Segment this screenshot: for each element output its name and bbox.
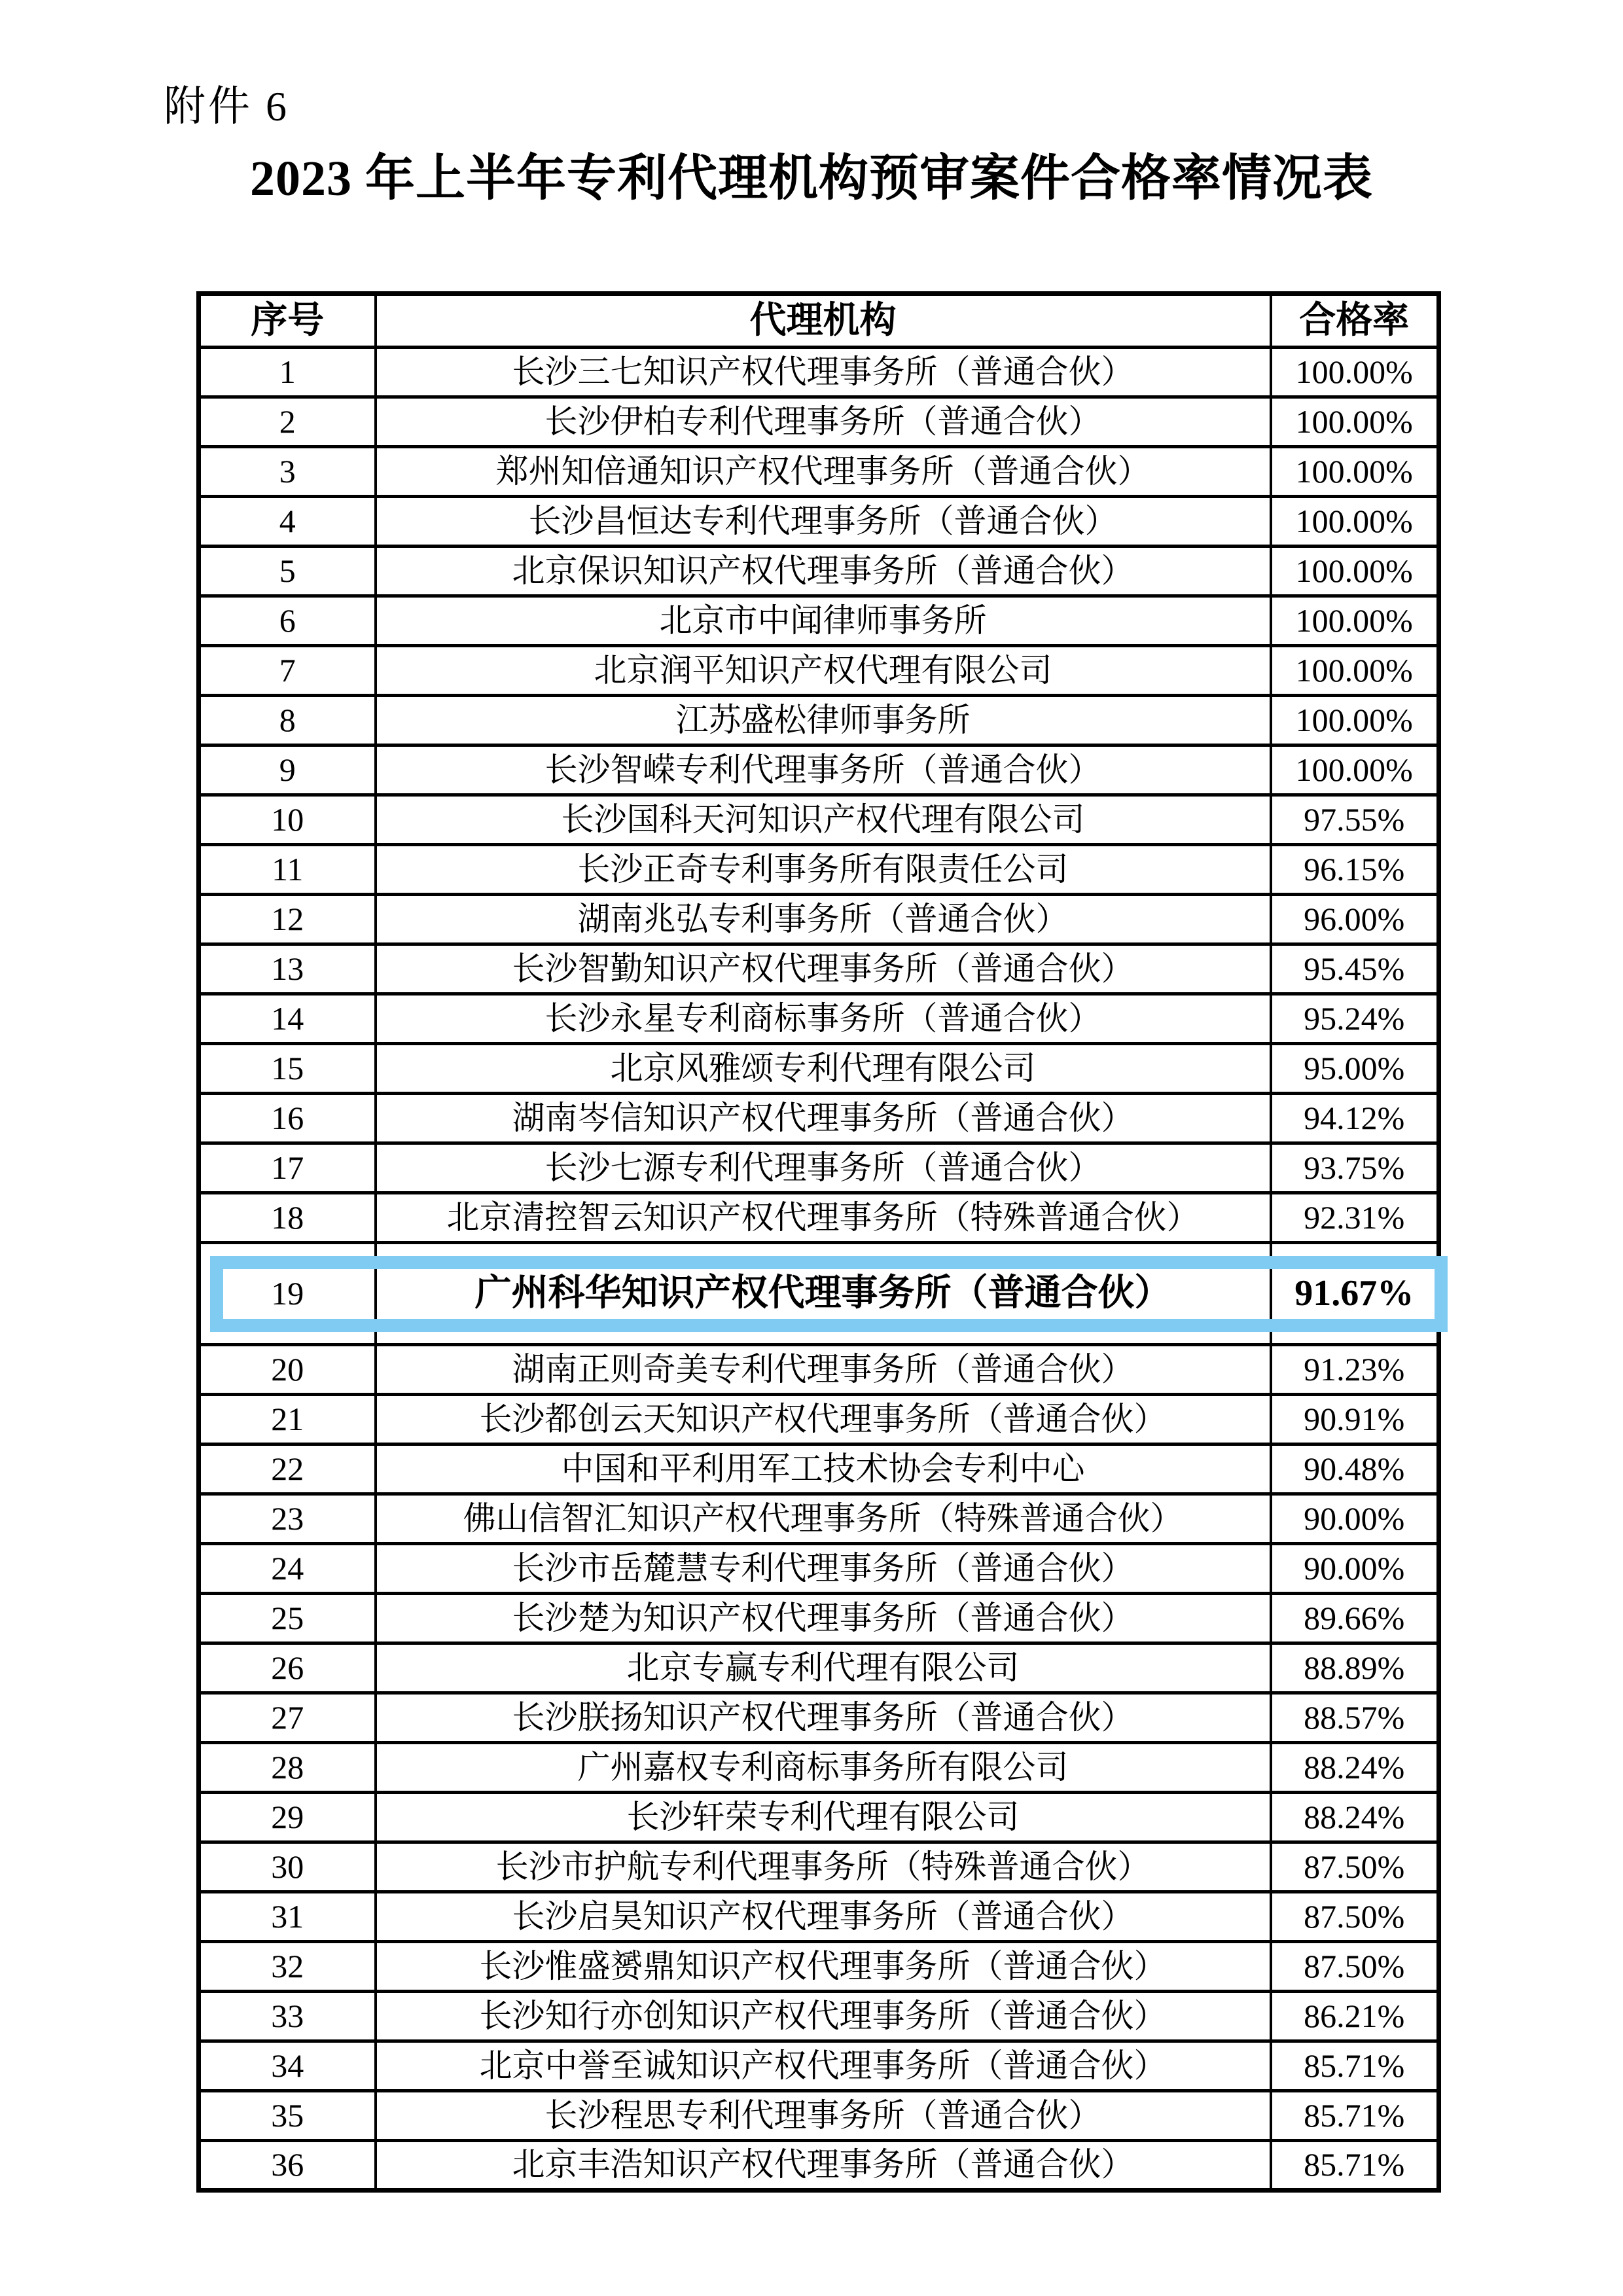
agency-name-cell: 长沙智勤知识产权代理事务所（普通合伙） <box>376 944 1271 994</box>
pass-rate-table <box>196 291 1441 2193</box>
header-pass-rate: 合格率 <box>1271 294 1439 348</box>
agency-name-cell: 北京润平知识产权代理有限公司 <box>376 646 1271 696</box>
agency-name-cell: 湖南岑信知识产权代理事务所（普通合伙） <box>376 1094 1271 1143</box>
table-row <box>199 1842 1439 1892</box>
pass-rate-cell: 100.00% <box>1271 348 1439 397</box>
agency-name-cell: 长沙昌恒达专利代理事务所（普通合伙） <box>376 497 1271 547</box>
row-number-cell: 9 <box>199 745 376 795</box>
table-row <box>199 1143 1439 1193</box>
row-number-cell: 36 <box>199 2141 376 2191</box>
agency-name-cell: 北京保识知识产权代理事务所（普通合伙） <box>376 547 1271 596</box>
agency-name-cell: 北京清控智云知识产权代理事务所（特殊普通合伙） <box>376 1193 1271 1243</box>
row-number-cell: 18 <box>199 1193 376 1243</box>
pass-rate-cell: 88.24% <box>1271 1793 1439 1842</box>
table-row <box>199 348 1439 397</box>
table-row <box>199 1494 1439 1544</box>
agency-name-cell: 长沙七源专利代理事务所（普通合伙） <box>376 1143 1271 1193</box>
table-row <box>199 2041 1439 2091</box>
pass-rate-cell: 100.00% <box>1271 497 1439 547</box>
header-serial-number: 序号 <box>199 294 376 348</box>
pass-rate-cell: 89.66% <box>1271 1594 1439 1643</box>
row-number-cell: 15 <box>199 1044 376 1094</box>
row-number-cell: 4 <box>199 497 376 547</box>
pass-rate-cell: 97.55% <box>1271 795 1439 845</box>
table-row <box>199 1094 1439 1143</box>
row-number-cell: 14 <box>199 994 376 1044</box>
row-number-cell: 1 <box>199 348 376 397</box>
table-row <box>199 1044 1439 1094</box>
agency-name-cell: 北京市中闻律师事务所 <box>376 596 1271 646</box>
pass-rate-cell: 87.50% <box>1271 1842 1439 1892</box>
agency-name-cell: 长沙伊柏专利代理事务所（普通合伙） <box>376 397 1271 447</box>
agency-name-cell: 长沙轩荣专利代理有限公司 <box>376 1793 1271 1842</box>
table-row <box>199 2091 1439 2141</box>
pass-rate-cell: 90.48% <box>1271 1444 1439 1494</box>
table-row <box>199 497 1439 547</box>
row-number-cell: 17 <box>199 1143 376 1193</box>
pass-rate-cell: 85.71% <box>1271 2091 1439 2141</box>
agency-name-cell: 长沙都创云天知识产权代理事务所（普通合伙） <box>376 1395 1271 1444</box>
pass-rate-cell: 90.00% <box>1271 1494 1439 1544</box>
table-row <box>199 447 1439 497</box>
table-row <box>199 596 1439 646</box>
table-row <box>199 944 1439 994</box>
table-row <box>199 696 1439 745</box>
row-number-cell: 30 <box>199 1842 376 1892</box>
agency-name-cell: 江苏盛松律师事务所 <box>376 696 1271 745</box>
row-number-cell: 24 <box>199 1544 376 1594</box>
pass-rate-cell: 86.21% <box>1271 1992 1439 2041</box>
agency-name-cell: 北京中誉至诚知识产权代理事务所（普通合伙） <box>376 2041 1271 2091</box>
row-number-cell: 35 <box>199 2091 376 2141</box>
agency-name-cell: 湖南正则奇美专利代理事务所（普通合伙） <box>376 1345 1271 1395</box>
agency-name-cell: 长沙启昊知识产权代理事务所（普通合伙） <box>376 1892 1271 1942</box>
table-row <box>199 1243 1439 1345</box>
row-number-cell: 7 <box>199 646 376 696</box>
table-row <box>199 895 1439 944</box>
table-row <box>199 1693 1439 1743</box>
pass-rate-cell: 95.45% <box>1271 944 1439 994</box>
table-row <box>199 547 1439 596</box>
header-agency-name: 代理机构 <box>376 294 1271 348</box>
row-number-cell: 33 <box>199 1992 376 2041</box>
table-row <box>199 1544 1439 1594</box>
table-row <box>199 397 1439 447</box>
row-number-cell: 27 <box>199 1693 376 1743</box>
pass-rate-cell: 100.00% <box>1271 696 1439 745</box>
pass-rate-cell: 88.89% <box>1271 1643 1439 1693</box>
table-row <box>199 795 1439 845</box>
pass-rate-cell: 88.57% <box>1271 1693 1439 1743</box>
pass-rate-cell: 90.91% <box>1271 1395 1439 1444</box>
pass-rate-cell: 95.24% <box>1271 994 1439 1044</box>
agency-name-cell: 广州嘉权专利商标事务所有限公司 <box>376 1743 1271 1793</box>
table-row <box>199 1345 1439 1395</box>
row-number-cell: 16 <box>199 1094 376 1143</box>
pass-rate-cell: 92.31% <box>1271 1193 1439 1243</box>
table-row <box>199 845 1439 895</box>
pass-rate-cell: 100.00% <box>1271 745 1439 795</box>
pass-rate-cell: 100.00% <box>1271 547 1439 596</box>
agency-name-cell: 中国和平利用军工技术协会专利中心 <box>376 1444 1271 1494</box>
agency-name-cell: 长沙智嵘专利代理事务所（普通合伙） <box>376 745 1271 795</box>
agency-name-cell: 长沙三七知识产权代理事务所（普通合伙） <box>376 348 1271 397</box>
pass-rate-cell: 87.50% <box>1271 1942 1439 1992</box>
row-number-cell: 22 <box>199 1444 376 1494</box>
row-number-cell: 12 <box>199 895 376 944</box>
row-number-cell: 21 <box>199 1395 376 1444</box>
agency-name-cell: 长沙知行亦创知识产权代理事务所（普通合伙） <box>376 1992 1271 2041</box>
table-row <box>199 1992 1439 2041</box>
table-row <box>199 1892 1439 1942</box>
pass-rate-cell: 88.24% <box>1271 1743 1439 1793</box>
pass-rate-cell: 90.00% <box>1271 1544 1439 1594</box>
pass-rate-cell: 91.67% <box>1271 1243 1439 1345</box>
agency-name-cell: 郑州知倍通知识产权代理事务所（普通合伙） <box>376 447 1271 497</box>
agency-name-cell: 长沙楚为知识产权代理事务所（普通合伙） <box>376 1594 1271 1643</box>
table-row <box>199 646 1439 696</box>
row-number-cell: 26 <box>199 1643 376 1693</box>
row-number-cell: 20 <box>199 1345 376 1395</box>
pass-rate-cell: 85.71% <box>1271 2141 1439 2191</box>
row-number-cell: 10 <box>199 795 376 845</box>
pass-rate-cell: 93.75% <box>1271 1143 1439 1193</box>
pass-rate-cell: 95.00% <box>1271 1044 1439 1094</box>
row-number-cell: 28 <box>199 1743 376 1793</box>
agency-name-cell: 长沙国科天河知识产权代理有限公司 <box>376 795 1271 845</box>
pass-rate-cell: 85.71% <box>1271 2041 1439 2091</box>
pass-rate-cell: 87.50% <box>1271 1892 1439 1942</box>
agency-name-cell: 长沙程思专利代理事务所（普通合伙） <box>376 2091 1271 2141</box>
pass-rate-cell: 91.23% <box>1271 1345 1439 1395</box>
pass-rate-cell: 100.00% <box>1271 447 1439 497</box>
agency-name-cell: 佛山信智汇知识产权代理事务所（特殊普通合伙） <box>376 1494 1271 1544</box>
table-row <box>199 1743 1439 1793</box>
agency-name-cell: 长沙正奇专利事务所有限责任公司 <box>376 845 1271 895</box>
table-row <box>199 1793 1439 1842</box>
table-row <box>199 1395 1439 1444</box>
table-row <box>199 1444 1439 1494</box>
row-number-cell: 13 <box>199 944 376 994</box>
agency-name-cell: 北京风雅颂专利代理有限公司 <box>376 1044 1271 1094</box>
agency-name-cell: 广州科华知识产权代理事务所（普通合伙） <box>376 1243 1271 1345</box>
pass-rate-cell: 100.00% <box>1271 646 1439 696</box>
agency-name-cell: 长沙市岳麓慧专利代理事务所（普通合伙） <box>376 1544 1271 1594</box>
row-number-cell: 6 <box>199 596 376 646</box>
table-header <box>199 294 1439 348</box>
table-row <box>199 1193 1439 1243</box>
row-number-cell: 34 <box>199 2041 376 2091</box>
row-number-cell: 19 <box>199 1243 376 1345</box>
row-number-cell: 2 <box>199 397 376 447</box>
row-number-cell: 25 <box>199 1594 376 1643</box>
attachment-label: 附件 6 <box>164 83 289 130</box>
table-row <box>199 745 1439 795</box>
table-row <box>199 994 1439 1044</box>
agency-name-cell: 北京专赢专利代理有限公司 <box>376 1643 1271 1693</box>
table-row <box>199 1942 1439 1992</box>
row-number-cell: 8 <box>199 696 376 745</box>
row-number-cell: 23 <box>199 1494 376 1544</box>
header-row <box>199 294 1439 348</box>
pass-rate-cell: 96.00% <box>1271 895 1439 944</box>
agency-name-cell: 湖南兆弘专利事务所（普通合伙） <box>376 895 1271 944</box>
pass-rate-cell: 100.00% <box>1271 596 1439 646</box>
agency-name-cell: 北京丰浩知识产权代理事务所（普通合伙） <box>376 2141 1271 2191</box>
row-number-cell: 31 <box>199 1892 376 1942</box>
agency-name-cell: 长沙朕扬知识产权代理事务所（普通合伙） <box>376 1693 1271 1743</box>
agency-name-cell: 长沙惟盛赟鼎知识产权代理事务所（普通合伙） <box>376 1942 1271 1992</box>
pass-rate-cell: 100.00% <box>1271 397 1439 447</box>
pass-rate-cell: 94.12% <box>1271 1094 1439 1143</box>
table-row <box>199 1643 1439 1693</box>
pass-rate-cell: 96.15% <box>1271 845 1439 895</box>
row-number-cell: 29 <box>199 1793 376 1842</box>
row-number-cell: 3 <box>199 447 376 497</box>
table-row <box>199 2141 1439 2191</box>
row-number-cell: 5 <box>199 547 376 596</box>
page-title: 2023 年上半年专利代理机构预审案件合格率情况表 <box>250 151 1373 206</box>
agency-name-cell: 长沙永星专利商标事务所（普通合伙） <box>376 994 1271 1044</box>
agency-name-cell: 长沙市护航专利代理事务所（特殊普通合伙） <box>376 1842 1271 1892</box>
table-body <box>199 348 1439 2191</box>
row-number-cell: 11 <box>199 845 376 895</box>
row-number-cell: 32 <box>199 1942 376 1992</box>
table-row <box>199 1594 1439 1643</box>
